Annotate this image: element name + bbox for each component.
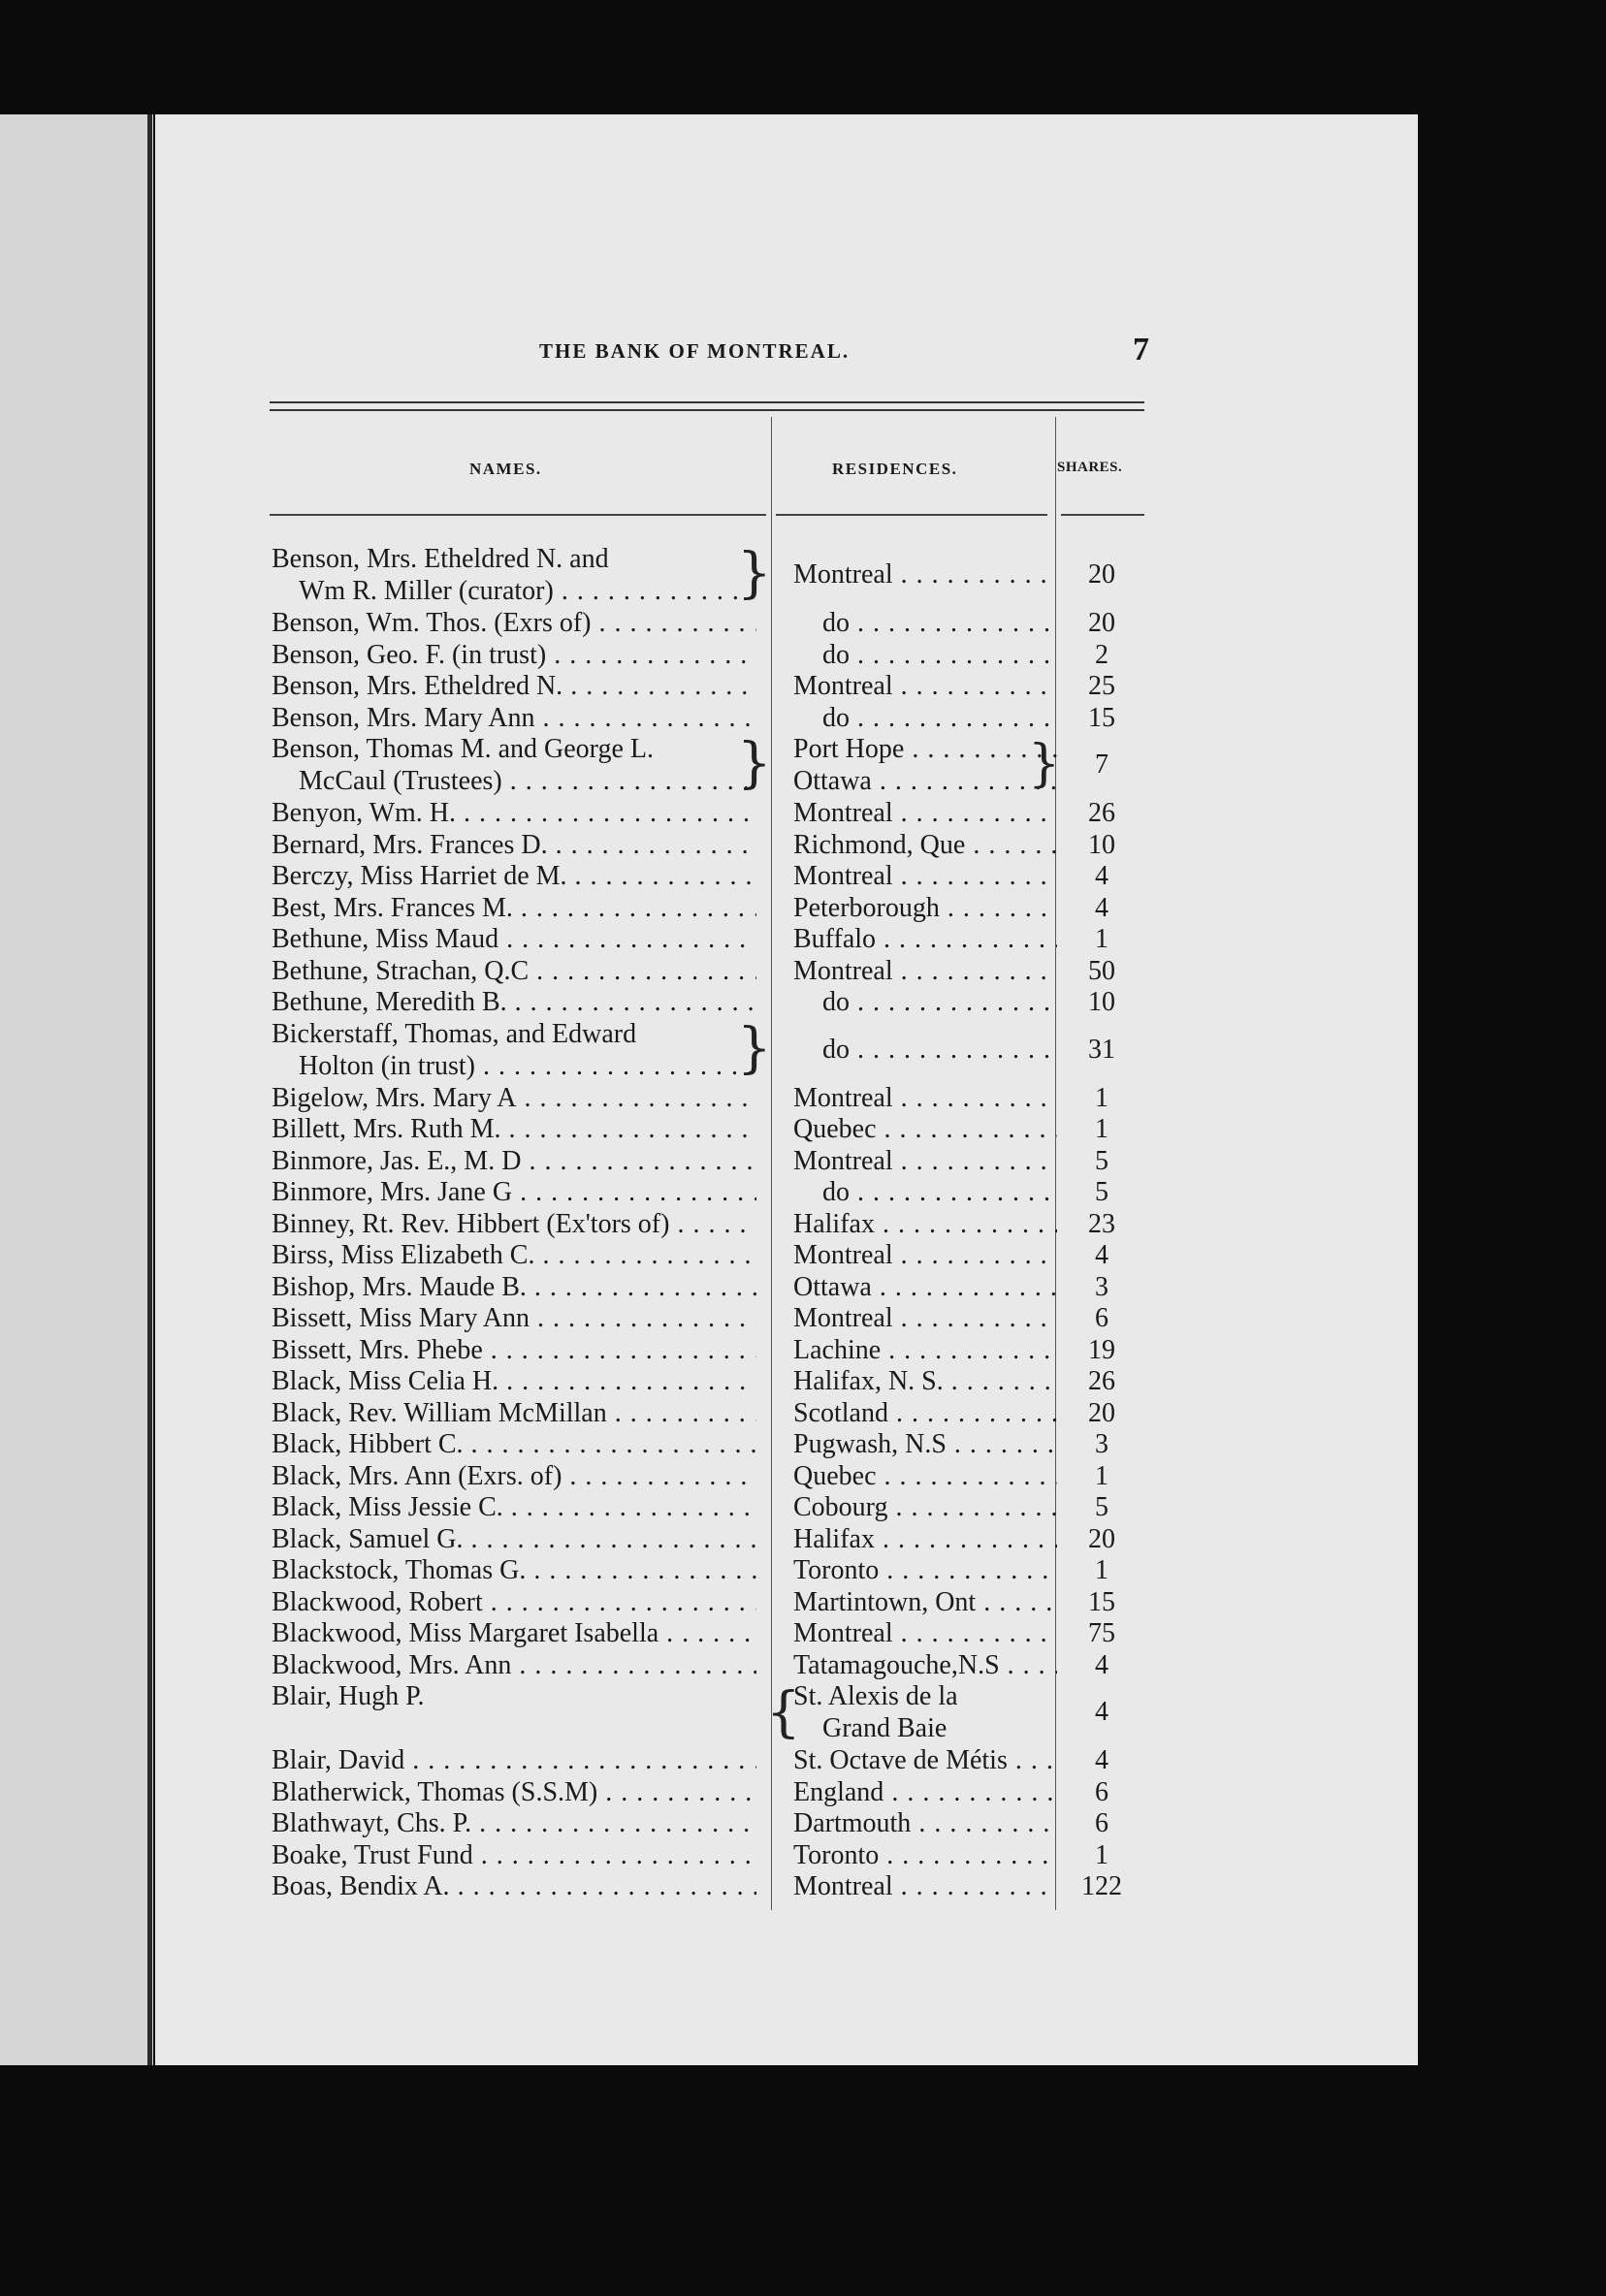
brace-mark: }	[737, 542, 772, 605]
table-row	[0, 1554, 1606, 1586]
shareholder-residence	[793, 1239, 1057, 1271]
shareholder-residence-line: Quebec . . .	[793, 1113, 1057, 1145]
shareholder-name-line: Bishop, Mrs. Maude B. . . .	[272, 1271, 756, 1303]
shareholder-name	[272, 1554, 756, 1586]
shareholder-name-line: Benyon, Wm. H. . . .	[272, 797, 756, 829]
table-row	[0, 986, 1606, 1018]
brace-mark: }	[737, 732, 772, 795]
table-row	[0, 1239, 1606, 1271]
shareholder-residence	[793, 639, 1057, 671]
shareholder-residence	[793, 1554, 1057, 1586]
shareholder-name-line: Benson, Wm. Thos. (Exrs of) . . .	[272, 607, 756, 639]
shareholder-name-line: Best, Mrs. Frances M. . . .	[272, 892, 756, 924]
shareholder-residence-line: Lachine . . .	[793, 1334, 1057, 1366]
shareholder-name	[272, 986, 756, 1018]
shareholder-shares: 1	[1095, 1460, 1108, 1491]
shareholder-residence	[793, 860, 1057, 892]
shareholder-name	[272, 1617, 756, 1649]
shareholder-residence-line: Peterborough . . .	[793, 892, 1057, 924]
shareholder-name	[272, 1365, 756, 1397]
shareholder-residence	[793, 1460, 1057, 1492]
shareholder-shares: 4	[1095, 1240, 1108, 1270]
shareholder-residence-line: Halifax . . .	[793, 1523, 1057, 1555]
shareholder-residence	[793, 986, 1057, 1018]
shareholder-name-line: Bernard, Mrs. Frances D. . . .	[272, 829, 756, 861]
shareholder-name-line: Benson, Mrs. Etheldred N. . . .	[272, 670, 756, 702]
shareholder-name-line: Berczy, Miss Harriet de M. . . .	[272, 860, 756, 892]
shareholder-name	[272, 1082, 756, 1114]
shareholder-residence	[793, 1302, 1057, 1334]
shares-column-header: SHARES.	[1057, 460, 1123, 475]
shareholder-name-line: Black, Miss Jessie C. . . .	[272, 1491, 756, 1523]
shareholder-name	[272, 1586, 756, 1618]
shareholder-residence-line: Halifax . . .	[793, 1208, 1057, 1240]
table-row	[0, 892, 1606, 924]
column-rule	[1061, 514, 1144, 516]
shareholder-residence-line: do . . .	[793, 1034, 1057, 1066]
shareholder-name-line: Black, Mrs. Ann (Exrs. of) . . .	[272, 1460, 756, 1492]
shareholder-name-line: Blathwayt, Chs. P. . . .	[272, 1807, 756, 1839]
shareholder-shares: 4	[1095, 861, 1108, 891]
shareholder-residence-line: St. Alexis de la	[793, 1681, 958, 1711]
shareholder-name-line: Bethune, Strachan, Q.C . . .	[272, 955, 756, 987]
brace-mark: }	[737, 1016, 772, 1080]
table-row	[0, 1586, 1606, 1618]
header-rule	[270, 401, 1144, 403]
column-rule	[776, 514, 1047, 516]
shareholder-residence	[793, 558, 1057, 590]
shareholder-name	[272, 1208, 756, 1240]
table-row	[0, 1649, 1606, 1681]
table-row	[0, 733, 1606, 797]
shareholder-shares: 6	[1095, 1776, 1108, 1807]
shareholder-residence-line: Quebec . . .	[793, 1460, 1057, 1492]
shareholder-name-line: Black, Miss Celia H. . . .	[272, 1365, 756, 1397]
shareholder-name-line: Black, Hibbert C. . . .	[272, 1428, 756, 1460]
shareholder-residence	[793, 1208, 1057, 1240]
shareholder-shares: 26	[1088, 798, 1115, 828]
shareholder-residence-line: Tatamagouche,N.S . . .	[793, 1649, 1057, 1681]
shareholder-shares: 20	[1088, 1397, 1115, 1428]
shareholder-shares: 5	[1095, 1177, 1108, 1207]
shareholder-residence	[793, 1839, 1057, 1871]
shareholder-name	[272, 860, 756, 892]
table-row	[0, 1523, 1606, 1555]
shareholder-name	[272, 1428, 756, 1460]
shareholder-name	[272, 1113, 756, 1145]
shareholder-name	[272, 1271, 756, 1303]
shareholder-name	[272, 1302, 756, 1334]
shareholder-name	[272, 892, 756, 924]
shareholder-residence-line: do . . .	[793, 639, 1057, 671]
shareholder-name-line: Boas, Bendix A. . . .	[272, 1870, 756, 1902]
shareholder-shares: 4	[1095, 892, 1108, 923]
shareholder-residence-line: Montreal . . .	[793, 797, 1057, 829]
shareholder-shares: 20	[1088, 608, 1115, 638]
shareholder-name-line: Bissett, Miss Mary Ann . . .	[272, 1302, 756, 1334]
shareholder-shares: 1	[1095, 1082, 1108, 1113]
table-row	[0, 1680, 1606, 1744]
shareholder-shares: 1	[1095, 1839, 1108, 1870]
shareholder-residence-line: Cobourg . . .	[793, 1491, 1057, 1523]
shareholder-residence	[793, 1113, 1057, 1145]
shareholder-shares: 10	[1088, 987, 1115, 1017]
shareholder-residence	[793, 1680, 1057, 1744]
shareholder-name-line: Black, Samuel G. . . .	[272, 1523, 756, 1555]
shareholder-residence-line: do . . .	[793, 1176, 1057, 1208]
table-row	[0, 1839, 1606, 1871]
shareholder-residence-line: Montreal . . .	[793, 1082, 1057, 1114]
table-row	[0, 797, 1606, 829]
shareholder-name	[272, 702, 756, 734]
table-row	[0, 1082, 1606, 1114]
shareholder-name	[272, 1870, 756, 1902]
shareholder-residence-line: Martintown, Ont . . .	[793, 1586, 1057, 1618]
shareholder-residence-line: Montreal . . .	[793, 1145, 1057, 1177]
shareholder-name	[272, 1680, 756, 1712]
shareholder-name-line: Benson, Geo. F. (in trust) . . .	[272, 639, 756, 671]
shareholder-shares: 3	[1095, 1271, 1108, 1302]
shareholder-name	[272, 1334, 756, 1366]
names-column-header: NAMES.	[469, 460, 542, 478]
shareholder-shares: 5	[1095, 1492, 1108, 1522]
table-row	[0, 1176, 1606, 1208]
shareholder-name	[272, 1807, 756, 1839]
shareholder-residence	[793, 670, 1057, 702]
brace-mark: }	[1028, 735, 1061, 793]
shareholder-name	[272, 1523, 756, 1555]
table-row	[0, 1617, 1606, 1649]
shareholder-residence-line: England . . .	[793, 1776, 1057, 1808]
table-row	[0, 1744, 1606, 1776]
shareholder-name	[272, 1397, 756, 1429]
shareholder-name	[272, 829, 756, 861]
shareholder-residence-line: Port Hope . . .	[793, 733, 1057, 765]
table-row	[0, 860, 1606, 892]
shareholder-residence	[793, 733, 1057, 797]
shareholder-name-line: Blackwood, Robert . . .	[272, 1586, 756, 1618]
shareholder-residence-line: Toronto . . .	[793, 1839, 1057, 1871]
shareholder-shares: 26	[1088, 1366, 1115, 1396]
shareholder-residence-line: Scotland . . .	[793, 1397, 1057, 1429]
shareholder-residence-line: do . . .	[793, 986, 1057, 1018]
shareholder-shares: 4	[1095, 1649, 1108, 1680]
shareholder-name	[272, 733, 756, 797]
shareholder-name-line: Benson, Mrs. Etheldred N. and	[272, 544, 609, 574]
table-row	[0, 1113, 1606, 1145]
shareholder-shares: 2	[1095, 639, 1108, 670]
shareholder-name	[272, 1176, 756, 1208]
table-row	[0, 1491, 1606, 1523]
shareholder-residence	[793, 702, 1057, 734]
shareholder-residence	[793, 1586, 1057, 1618]
table-row	[0, 923, 1606, 955]
shareholder-name-line: Benson, Mrs. Mary Ann . . .	[272, 702, 756, 734]
shareholder-name-line: Birss, Miss Elizabeth C. . . .	[272, 1239, 756, 1271]
shareholder-residence-line: Halifax, N. S. . . .	[793, 1365, 1057, 1397]
shareholder-name	[272, 1649, 756, 1681]
table-row	[0, 829, 1606, 861]
shareholder-residence-line: Montreal . . .	[793, 955, 1057, 987]
table-row	[0, 639, 1606, 671]
page-number: 7	[1133, 332, 1149, 367]
shareholder-shares: 23	[1088, 1208, 1115, 1239]
shareholder-shares: 4	[1095, 1745, 1108, 1775]
shareholder-name-line: Blackwood, Miss Margaret Isabella . . .	[272, 1617, 756, 1649]
table-row	[0, 1428, 1606, 1460]
table-row	[0, 1208, 1606, 1240]
shareholder-residence-line: Montreal . . .	[793, 1617, 1057, 1649]
shareholder-shares: 3	[1095, 1429, 1108, 1459]
shareholder-residence-line: do . . .	[793, 607, 1057, 639]
shareholder-residence	[793, 955, 1057, 987]
shareholder-name-line: Boake, Trust Fund . . .	[272, 1839, 756, 1871]
shareholder-name	[272, 639, 756, 671]
shareholder-residence	[793, 607, 1057, 639]
shareholder-residence	[793, 1145, 1057, 1177]
table-row	[0, 1145, 1606, 1177]
column-rule	[270, 514, 766, 516]
shareholder-residence-line: Montreal . . .	[793, 1239, 1057, 1271]
header-rule	[270, 409, 1144, 411]
shareholder-name	[272, 1776, 756, 1808]
shareholder-residence-line: Ottawa . . .	[793, 765, 1057, 797]
shareholder-residence-line: Montreal . . .	[793, 558, 1057, 590]
shareholder-residence	[793, 1334, 1057, 1366]
shareholder-name-line: Blatherwick, Thomas (S.S.M) . . .	[272, 1776, 756, 1808]
shareholder-shares: 25	[1088, 671, 1115, 701]
shareholder-residence	[793, 1649, 1057, 1681]
shareholder-shares: 20	[1088, 559, 1115, 590]
shareholder-name-line: Benson, Thomas M. and George L.	[272, 734, 655, 764]
shareholder-name-line: Binney, Rt. Rev. Hibbert (Ex'tors of) . . .	[272, 1208, 756, 1240]
shareholder-shares: 50	[1088, 955, 1115, 986]
shareholder-residence-line: Richmond, Que . . .	[793, 829, 1057, 861]
table-row	[0, 1365, 1606, 1397]
shareholder-name	[272, 955, 756, 987]
shareholder-residence-line: Montreal . . .	[793, 1302, 1057, 1334]
shareholder-residence	[793, 892, 1057, 924]
shareholder-residence	[793, 1428, 1057, 1460]
shareholder-name	[272, 1744, 756, 1776]
shareholder-shares: 20	[1088, 1523, 1115, 1554]
shareholder-shares: 15	[1088, 702, 1115, 733]
shareholder-residence	[793, 829, 1057, 861]
shareholder-residence-line: do . . .	[793, 702, 1057, 734]
shareholder-residence	[793, 1491, 1057, 1523]
shareholder-shares: 6	[1095, 1808, 1108, 1838]
shareholder-residence	[793, 1807, 1057, 1839]
table-row	[0, 1870, 1606, 1902]
shareholder-name-line: McCaul (Trustees) . . .	[272, 765, 756, 797]
shareholder-shares: 10	[1088, 829, 1115, 860]
shareholder-name-line: Bethune, Miss Maud . . .	[272, 923, 756, 955]
shareholder-shares: 7	[1095, 749, 1108, 780]
shareholder-shares: 31	[1088, 1034, 1115, 1065]
shareholder-residence	[793, 1744, 1057, 1776]
shareholder-residence-line: Pugwash, N.S . . .	[793, 1428, 1057, 1460]
shareholder-shares: 1	[1095, 1114, 1108, 1144]
table-row	[0, 702, 1606, 734]
shareholder-name-line: Black, Rev. William McMillan . . .	[272, 1397, 756, 1429]
residences-column-header: RESIDENCES.	[832, 460, 958, 478]
shareholder-residence	[793, 1082, 1057, 1114]
shareholder-name	[272, 543, 756, 607]
shareholder-name	[272, 607, 756, 639]
shareholder-name-line: Binmore, Jas. E., M. D . . .	[272, 1145, 756, 1177]
shareholder-residence	[793, 1523, 1057, 1555]
shareholder-name	[272, 1018, 756, 1082]
shareholder-residence-line: Montreal . . .	[793, 1870, 1057, 1902]
shareholder-name-line: Bethune, Meredith B. . . .	[272, 986, 756, 1018]
shareholder-shares: 6	[1095, 1303, 1108, 1333]
shareholder-name-line: Blair, David . . .	[272, 1744, 756, 1776]
shareholder-residence	[793, 1397, 1057, 1429]
running-head: THE BANK OF MONTREAL.	[539, 339, 851, 363]
shareholder-shares: 75	[1088, 1618, 1115, 1648]
shareholder-residence	[793, 1176, 1057, 1208]
table-row	[0, 1460, 1606, 1492]
shareholder-shares: 19	[1088, 1334, 1115, 1365]
shareholder-shares: 1	[1095, 924, 1108, 954]
table-row	[0, 1334, 1606, 1366]
shareholder-name-line: Holton (in trust) . . .	[272, 1050, 756, 1082]
table-row	[0, 1018, 1606, 1082]
shareholder-name-line: Bigelow, Mrs. Mary A . . .	[272, 1082, 756, 1114]
shareholder-name	[272, 1460, 756, 1492]
shareholder-residence	[793, 1870, 1057, 1902]
shareholder-residence-line: Buffalo . . .	[793, 923, 1057, 955]
shareholder-name	[272, 1839, 756, 1871]
shareholder-name-line: Binmore, Mrs. Jane G . . .	[272, 1176, 756, 1208]
shareholder-residence-line: Dartmouth . . .	[793, 1807, 1057, 1839]
table-row	[0, 1776, 1606, 1808]
shareholder-residence-line: Toronto . . .	[793, 1554, 1057, 1586]
shareholder-residence-line: Grand Baie	[822, 1713, 948, 1743]
shareholder-name-line: Blair, Hugh P.	[272, 1681, 425, 1711]
table-row	[0, 670, 1606, 702]
shareholder-name-line: Bickerstaff, Thomas, and Edward	[272, 1018, 637, 1049]
shareholder-residence-line: Montreal . . .	[793, 860, 1057, 892]
table-row	[0, 543, 1606, 607]
shareholder-residence	[793, 1271, 1057, 1303]
shareholder-residence	[793, 1034, 1057, 1066]
shareholder-name	[272, 1239, 756, 1271]
shareholder-name-line: Blackwood, Mrs. Ann . . .	[272, 1649, 756, 1681]
table-row	[0, 1271, 1606, 1303]
shareholder-residence	[793, 1617, 1057, 1649]
shareholder-name	[272, 1491, 756, 1523]
brace-mark: {	[766, 1681, 801, 1744]
table-row	[0, 1807, 1606, 1839]
shareholder-shares: 4	[1095, 1697, 1108, 1727]
shareholder-name	[272, 923, 756, 955]
shareholder-name	[272, 670, 756, 702]
shareholder-name	[272, 797, 756, 829]
shareholder-name-line: Billett, Mrs. Ruth M. . . .	[272, 1113, 756, 1145]
shareholder-shares: 122	[1081, 1871, 1122, 1901]
shareholder-residence	[793, 1776, 1057, 1808]
shareholder-shares: 1	[1095, 1555, 1108, 1585]
shareholder-residence-line: Ottawa . . .	[793, 1271, 1057, 1303]
shareholder-name	[272, 1145, 756, 1177]
shareholder-shares: 15	[1088, 1586, 1115, 1617]
shareholder-residence-line: Montreal . . .	[793, 670, 1057, 702]
shareholder-name-line: Bissett, Mrs. Phebe . . .	[272, 1334, 756, 1366]
table-row	[0, 1302, 1606, 1334]
shareholder-name-line: Wm R. Miller (curator) . . .	[272, 575, 756, 607]
table-row	[0, 1397, 1606, 1429]
shareholder-residence	[793, 923, 1057, 955]
shareholder-name-line: Blackstock, Thomas G. . . .	[272, 1554, 756, 1586]
shareholder-residence	[793, 1365, 1057, 1397]
shareholder-residence-line: St. Octave de Métis . . .	[793, 1744, 1057, 1776]
table-row	[0, 607, 1606, 639]
shareholder-shares: 5	[1095, 1145, 1108, 1176]
table-row	[0, 955, 1606, 987]
shareholder-residence	[793, 797, 1057, 829]
